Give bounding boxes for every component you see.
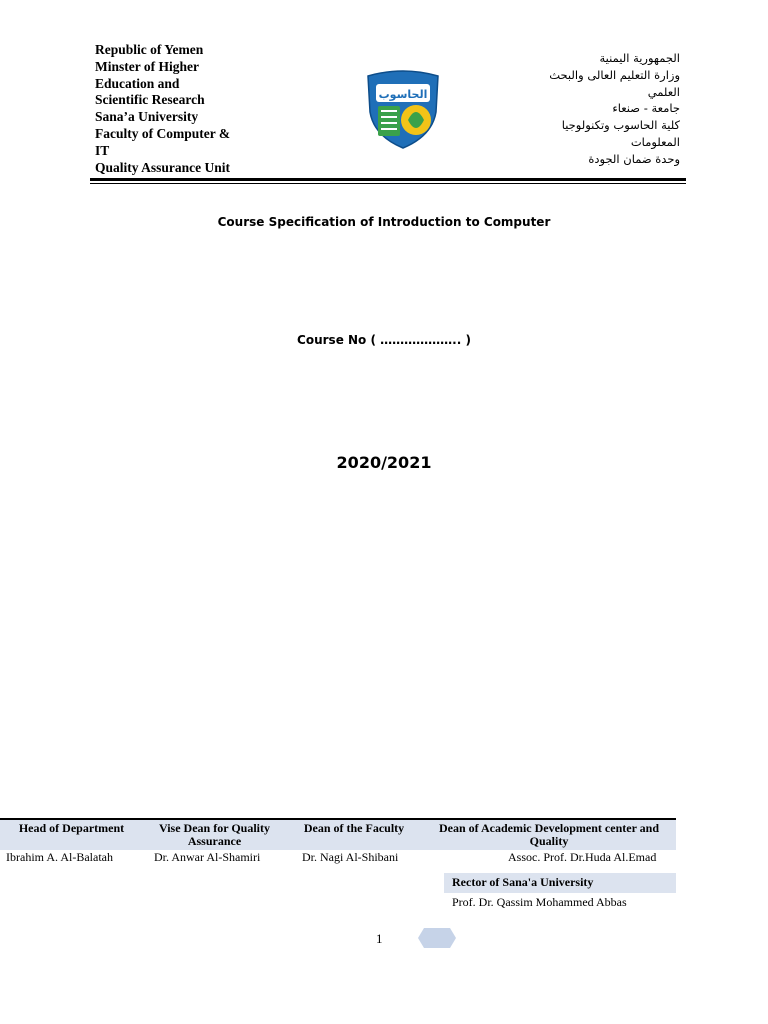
header-en-line: IT <box>95 142 110 158</box>
header-en-line: Minster of Higher <box>95 58 199 74</box>
header-ar-line: الجمهورية اليمنية <box>599 51 680 65</box>
course-number: Course No ( ……………….. ) <box>297 333 471 347</box>
academic-year: 2020/2021 <box>336 453 432 472</box>
signature-title-head-of-department: Head of Department <box>0 820 143 850</box>
header-ar-line: العلمي <box>647 84 680 99</box>
rector-name: Prof. Dr. Qassim Mohammed Abbas <box>452 895 627 909</box>
signature-title-dean-academic: Dean of Academic Development center and Quality <box>422 820 676 850</box>
header-en-line: Republic of Yemen <box>95 42 204 57</box>
header-en-line: Scientific Research <box>95 92 205 108</box>
header-ar-line: المعلومات <box>630 134 680 149</box>
rector-title: Rector of Sana'a University <box>444 873 676 893</box>
document-title: Course Specification of Introduction to Computer <box>217 215 551 229</box>
page-number: 1 <box>376 931 383 946</box>
header-en-line: Quality Assurance Unit <box>95 159 231 175</box>
header-ar-line: كلية الحاسوب وتكنولوجيا <box>561 118 680 133</box>
header-en-line: Education and <box>95 75 180 91</box>
faculty-logo <box>362 68 444 150</box>
signature-title-dean-faculty: Dean of the Faculty <box>286 820 422 850</box>
logo-text: الحاسوب <box>378 88 428 101</box>
header-arabic-block <box>480 50 680 168</box>
header-english-block <box>95 42 275 176</box>
header-ar-line: وزارة التعليم العالى والبحث <box>549 67 680 82</box>
header-ar-line: جامعة - صنعاء <box>612 101 680 116</box>
signature-name-vise-dean: Dr. Anwar Al-Shamiri <box>154 850 261 864</box>
signature-name-dean-academic: Assoc. Prof. Dr.Huda Al.Emad <box>508 850 657 864</box>
header-en-line: Sana’a University <box>95 109 199 125</box>
page-number-decoration <box>418 928 456 948</box>
header-divider-thick <box>90 178 686 181</box>
header-divider-thin <box>90 183 686 184</box>
header-ar-line: وحدة ضمان الجودة <box>588 151 680 166</box>
signature-name-head-of-department: Ibrahim A. Al-Balatah <box>6 850 113 864</box>
signature-title-vise-dean: Vise Dean for Quality Assurance <box>143 820 286 850</box>
signature-name-dean-faculty: Dr. Nagi Al-Shibani <box>302 850 399 864</box>
header-en-line: Faculty of Computer & <box>95 125 231 141</box>
